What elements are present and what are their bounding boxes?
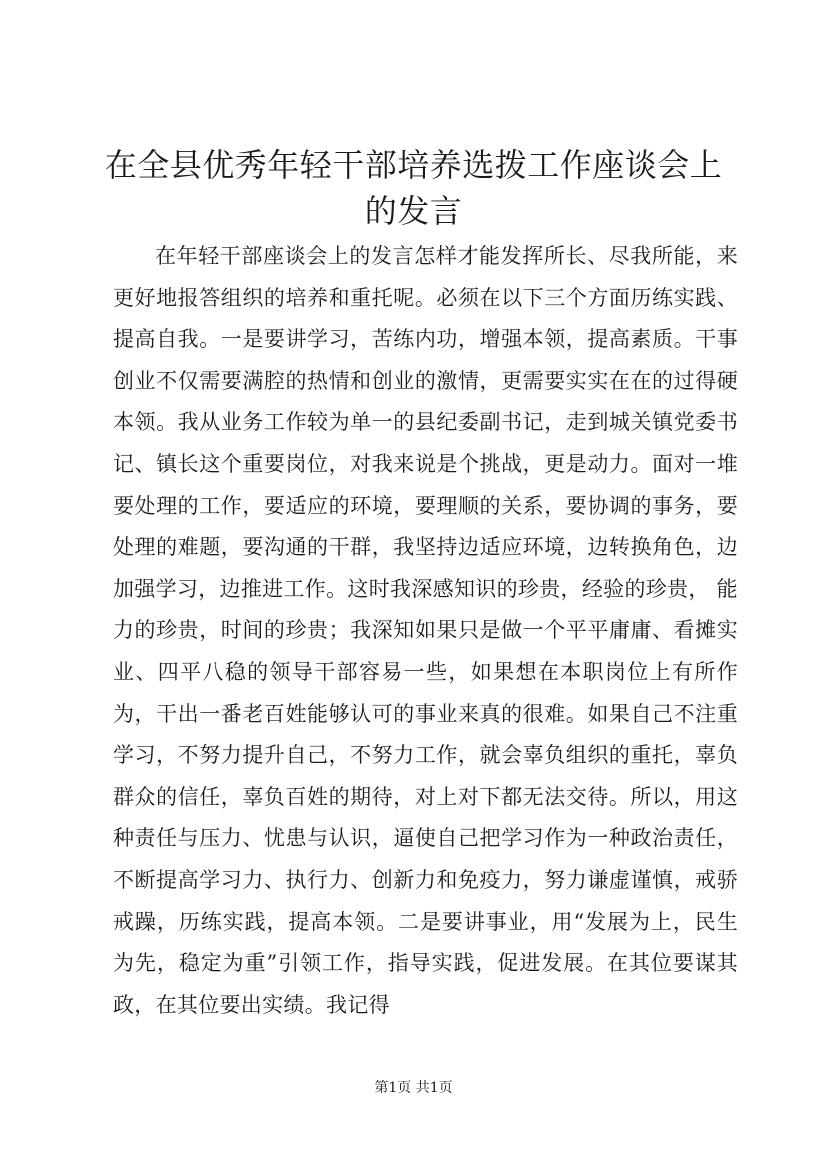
document-title: 在全县优秀年轻干部培养选拨工作座谈会上的发言 [104, 146, 723, 230]
page-footer: 第1页 共1页 [374, 1080, 453, 1096]
document-body: 在年轻干部座谈会上的发言怎样才能发挥所长、尽我所能，来更好地报答组织的培养和重托呢。必须在以下三个方面历练实践、提高自我。一是要讲学习，苦练内功，增强本领，提高素质。干事创业不仅需要满腔的热情和创业的激情，更需要实实在在的过得硬本领。我从业务工作较为单一的县纪委副书记，走到城关镇党委书记、镇长这个重要岗位，对我来说是个挑战，更是动力。面对一堆要处理的工作，要适应的环境，要理顺的关系，要协调的事务，要处理的难题，要沟通的干群，我坚持边适应环境，边转换角色，边加强学习，边推进工作。这时我深感知识的珍贵，经验的珍贵， 能力的珍贵，时间的珍贵；我深知如果只是做一个平平庸庸、看摊实业、四平八稳的领导干部容易一些，如果想在本职岗位上有所作为，干出一番老百姓能够认可的事业来真的很难。如果自己不注重学习，不努力提升自己，不努力工作，就会辜负组织的重托，辜负群众的信任，辜负百姓的期待，对上对下都无法交待。所以，用这种责任与压力、忧患与认识，逼使自己把学习作为一种政治责任，不断提高学习力、执行力、创新力和免疫力，努力谦虚谨慎，戒骄戒躁，历练实践，提高本领。二是要讲事业，用“发展为上，民生为先，稳定为重”引领工作，指导实践，促进发展。在其位要谋其政，在其位要出实绩。我记得 [113, 244, 738, 1017]
